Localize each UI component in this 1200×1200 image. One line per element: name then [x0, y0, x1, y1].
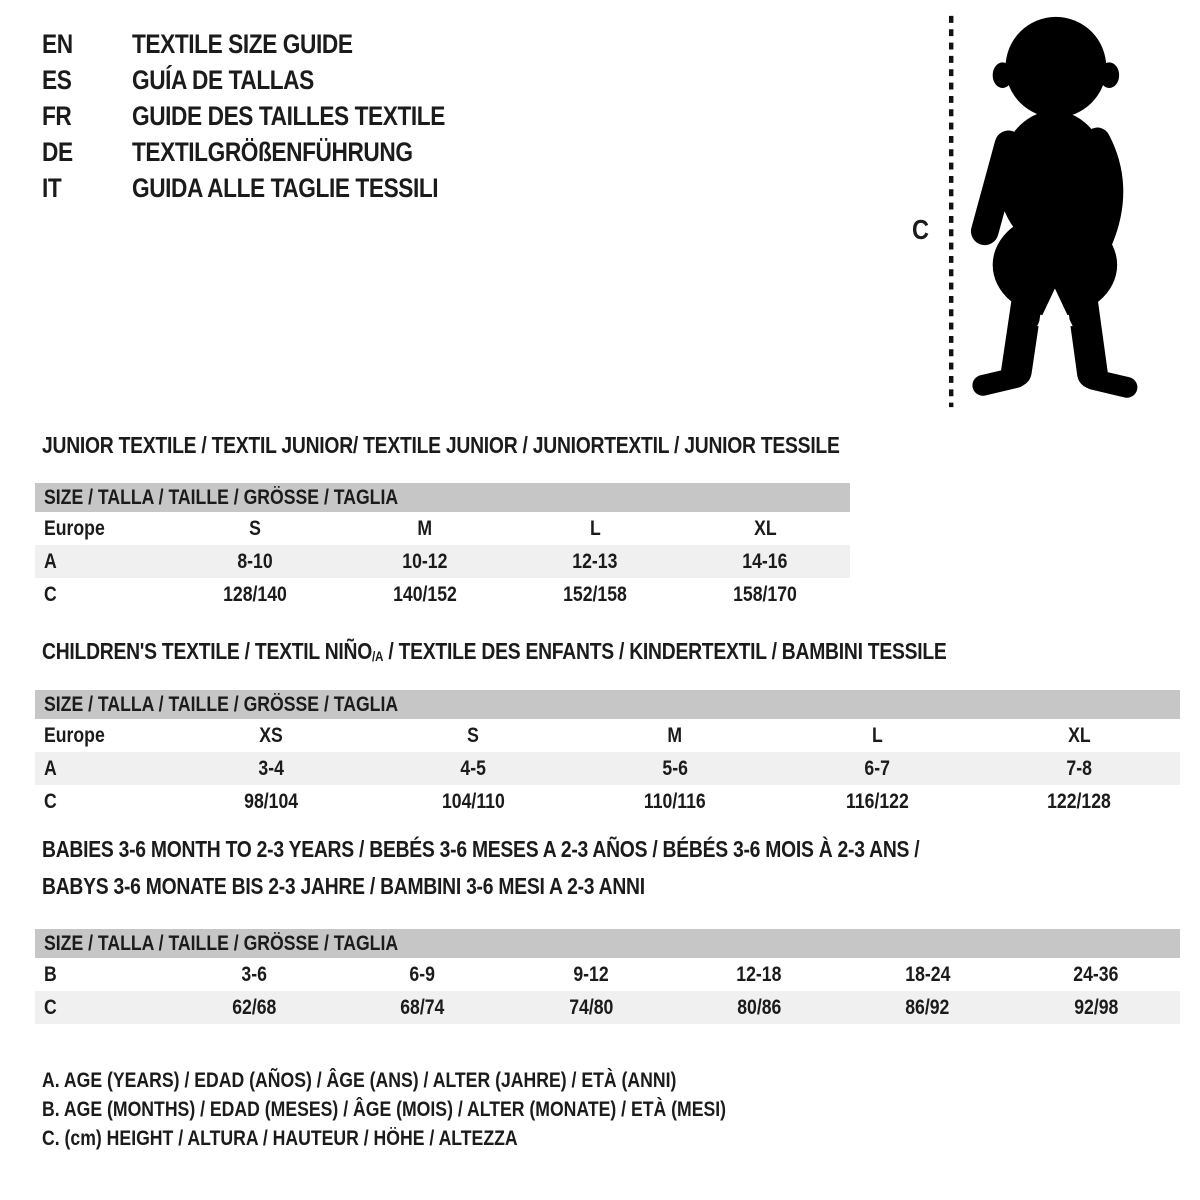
babies-section-title — [42, 836, 1087, 910]
language-row-en — [42, 26, 505, 62]
size-header-label: SIZE / TALLA / TAILLE / GRÖSSE / TAGLIA — [44, 692, 399, 716]
size-header-row — [35, 690, 1180, 719]
measure-legend — [42, 1066, 856, 1153]
language-title: GUÍA DE TALLAS — [132, 64, 314, 95]
row-label: A — [44, 756, 57, 780]
babies-size-table — [35, 929, 1180, 1024]
size-header-label: SIZE / TALLA / TAILLE / GRÖSSE / TAGLIA — [44, 485, 399, 509]
toddler-body — [983, 17, 1127, 387]
age-cell: 6-9 — [409, 962, 436, 986]
row-label: Europe — [44, 516, 105, 540]
children-size-table — [35, 690, 1180, 818]
age-cell: 12-13 — [572, 549, 618, 573]
size-header-label: SIZE / TALLA / TAILLE / GRÖSSE / TAGLIA — [44, 931, 399, 955]
row-label: Europe — [44, 723, 105, 747]
nino-a-subscript: /A — [372, 648, 384, 664]
height-cell: 62/68 — [232, 995, 277, 1019]
table-row-height — [35, 578, 850, 611]
language-code: EN — [42, 28, 73, 59]
language-row-fr — [42, 98, 505, 134]
age-cell: 12-18 — [736, 962, 782, 986]
age-cell: 4-5 — [460, 756, 486, 780]
height-cell: 116/122 — [845, 789, 909, 813]
age-cell: 3-6 — [241, 962, 267, 986]
age-cell: 5-6 — [662, 756, 688, 780]
size-cell: L — [871, 723, 883, 747]
row-label: C — [44, 995, 57, 1019]
legend-line-b: B. AGE (MONTHS) / EDAD (MESES) / ÂGE (MOIS) / ALTER (MONATE) / ETÀ (MESI) — [42, 1097, 727, 1121]
height-cell: 152/158 — [563, 582, 627, 606]
language-code: DE — [42, 136, 73, 167]
language-row-it — [42, 170, 505, 206]
age-cell: 14-16 — [742, 549, 788, 573]
table-row-europe — [35, 512, 850, 545]
size-cell: XS — [259, 723, 283, 747]
height-cell: 122/128 — [1047, 789, 1111, 813]
age-cell: 18-24 — [904, 962, 951, 986]
height-cell: 158/170 — [733, 582, 797, 606]
language-title: TEXTILE SIZE GUIDE — [132, 28, 353, 59]
size-cell: M — [667, 723, 683, 747]
row-label: B — [44, 962, 57, 986]
height-cell: 86/92 — [905, 995, 950, 1019]
language-row-es — [42, 62, 505, 98]
table-row-age-months — [35, 958, 1180, 991]
age-cell: 8-10 — [237, 549, 273, 573]
table-row-europe — [35, 719, 1180, 752]
babies-title-line-2: BABYS 3-6 MONATE BIS 2-3 JAHRE / BAMBINI 3-6 MESI A 2-3 ANNI — [42, 873, 645, 899]
junior-size-table — [35, 483, 850, 611]
age-cell: 7-8 — [1066, 756, 1092, 780]
age-cell: 3-4 — [258, 756, 284, 780]
row-label: C — [44, 582, 57, 606]
table-row-age — [35, 545, 850, 578]
height-cell: 140/152 — [393, 582, 457, 606]
language-title: GUIDA ALLE TAGLIE TESSILI — [132, 172, 439, 203]
table-row-height — [35, 991, 1180, 1024]
language-code: ES — [42, 64, 72, 95]
height-cell: 110/116 — [644, 789, 706, 813]
language-code: IT — [42, 172, 62, 203]
age-cell: 10-12 — [402, 549, 448, 573]
size-cell: M — [417, 516, 433, 540]
children-section-title — [42, 638, 1119, 665]
size-header-row — [35, 483, 850, 512]
size-header-row — [35, 929, 1180, 958]
height-cell: 98/104 — [244, 789, 298, 813]
size-cell: L — [589, 516, 601, 540]
language-title-list — [42, 26, 505, 206]
height-cell: 104/110 — [441, 789, 505, 813]
height-cell: 128/140 — [223, 582, 287, 606]
age-cell: 6-7 — [864, 756, 890, 780]
height-cell: 68/74 — [400, 995, 445, 1019]
language-code: FR — [42, 100, 72, 131]
height-cell: 74/80 — [568, 995, 613, 1019]
language-row-de — [42, 134, 505, 170]
age-cell: 24-36 — [1073, 962, 1119, 986]
legend-line-c: C. (cm) HEIGHT / ALTURA / HAUTEUR / HÖHE / ALTEZZA — [42, 1126, 518, 1150]
language-title: GUIDE DES TAILLES TEXTILE — [132, 100, 445, 131]
size-cell: XL — [1067, 723, 1091, 747]
height-cell: 92/98 — [1073, 995, 1118, 1019]
language-title: TEXTILGRÖßENFÜHRUNG — [132, 136, 413, 167]
row-label: A — [44, 549, 57, 573]
size-cell: XL — [753, 516, 777, 540]
legend-line-a: A. AGE (YEARS) / EDAD (AÑOS) / ÂGE (ANS) / ALTER (JAHRE) / ETÀ (ANNI) — [42, 1068, 677, 1092]
height-measure-label: C — [912, 214, 929, 245]
table-row-height — [35, 785, 1180, 818]
age-cell: 9-12 — [573, 962, 609, 986]
height-cell: 80/86 — [737, 995, 782, 1019]
junior-section-title-text: JUNIOR TEXTILE / TEXTIL JUNIOR/ TEXTILE JUNIOR / JUNIORTEXTIL / JUNIOR TESSILE — [42, 432, 840, 458]
babies-title-line-1: BABIES 3-6 MONTH TO 2-3 YEARS / BEBÉS 3-6 MESES A 2-3 AÑOS / BÉBÉS 3-6 MOIS À 2-3 ANS / — [42, 836, 920, 862]
toddler-silhouette-icon — [938, 10, 1158, 415]
table-row-age — [35, 752, 1180, 785]
junior-section-title — [42, 432, 992, 459]
size-cell: S — [249, 516, 261, 540]
children-section-title-text: CHILDREN'S TEXTILE / TEXTIL NIÑO/A / TEXTILE DES ENFANTS / KINDERTEXTIL / BAMBINI TESSILE — [42, 638, 947, 664]
row-label: C — [44, 789, 57, 813]
size-cell: S — [467, 723, 479, 747]
